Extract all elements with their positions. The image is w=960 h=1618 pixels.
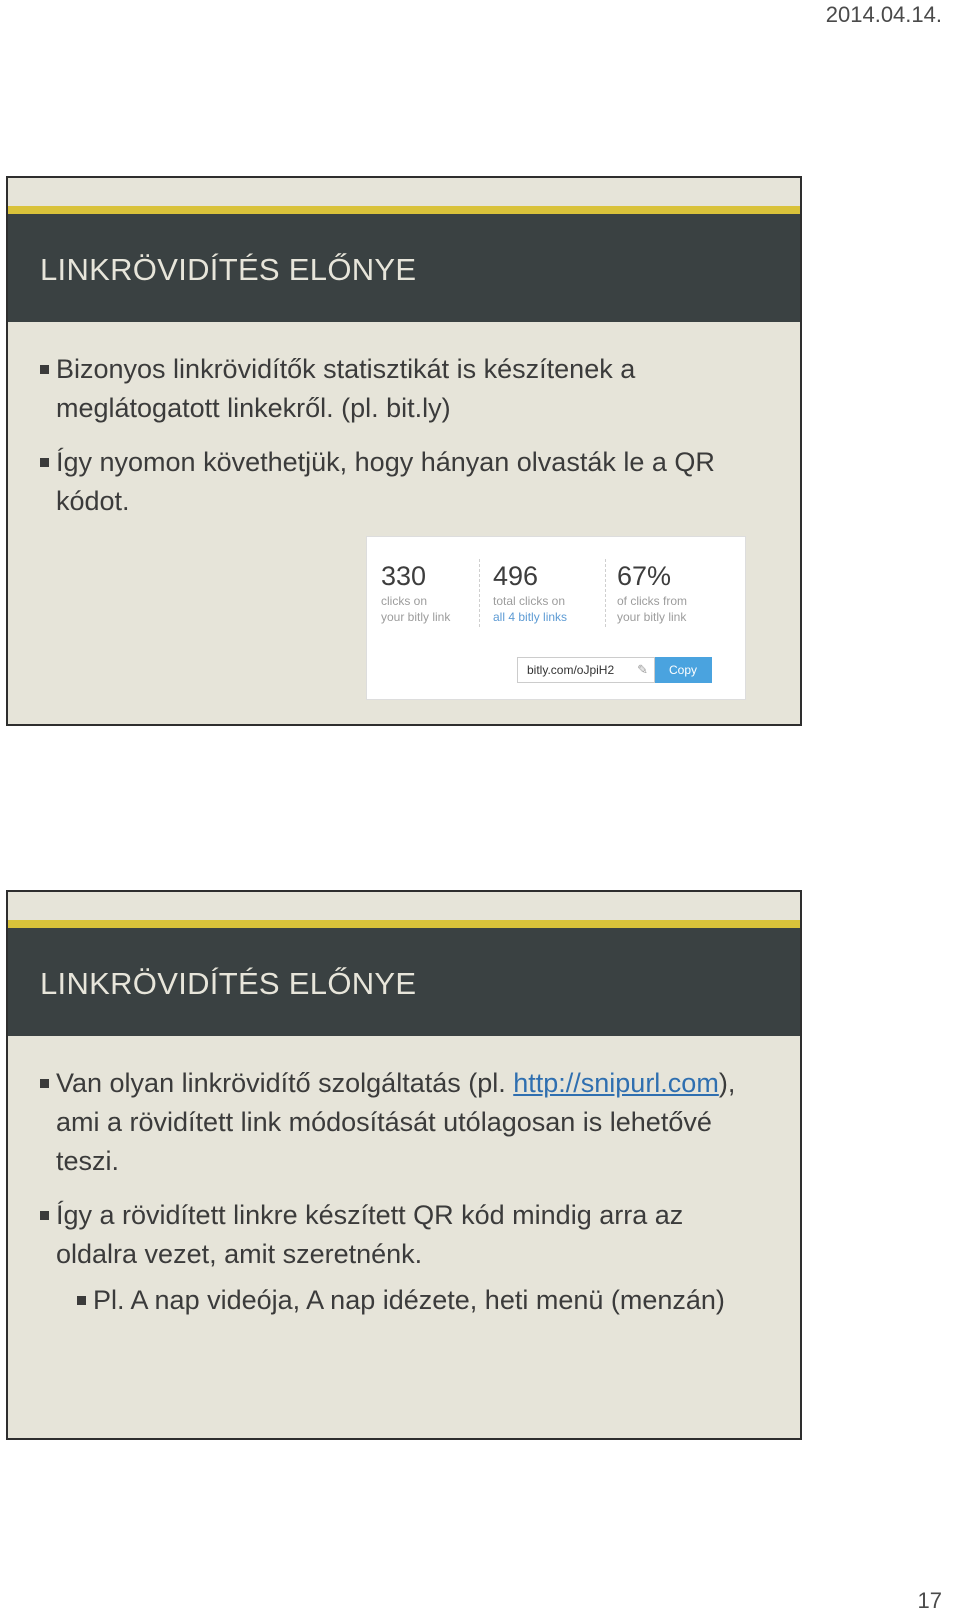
stat-percentage [617,559,727,625]
page-number: 17 [917,1588,942,1613]
stat-value: 330 [381,561,427,591]
stat-caption: your bitly link [617,610,687,624]
bullet-text: Van olyan linkrövidítő szolgáltatás (pl. [56,1068,514,1098]
stat-value: 67% [617,561,672,591]
slide-1 [6,176,802,726]
slide-content [40,350,770,536]
title-band [8,920,800,1036]
stat-caption: total clicks on [493,594,566,608]
stat-total-clicks [493,559,603,625]
stat-divider [479,559,480,627]
copy-button[interactable]: Copy [655,657,712,683]
short-url-text: bitly.com/oJpiH2 [527,663,615,677]
pencil-icon[interactable]: ✎ [637,662,648,677]
date-header: 2014.04.14. [825,2,942,27]
bullet-item [40,1064,770,1181]
slide-content [40,1064,770,1335]
sub-bullet-item: Pl. A nap videója, A nap idézete, heti menü (menzán) [77,1281,770,1320]
snipurl-link[interactable]: http://snipurl.com [513,1068,719,1098]
bullet-item: Így nyomon követhetjük, hogy hányan olvasták le a QR kódot. [40,443,770,521]
bullet-item: Bizonyos linkrövidítők statisztikát is készítenek a meglátogatott linkekről. (pl. bit.ly) [40,350,770,428]
short-url-field[interactable] [517,657,655,683]
stat-caption: clicks on [381,594,428,608]
slide-title: LINKRÖVIDÍTÉS ELŐNYE [40,966,417,1001]
bullet-text: ), ami a rövidített link módosítását utólagosan is lehetővé teszi. [56,1068,736,1176]
stat-clicks [381,559,491,625]
stat-caption: of clicks from [617,594,688,608]
stat-link-all-bitly-links[interactable]: all 4 bitly links [493,610,568,624]
bitly-stats-widget [366,536,746,700]
stat-caption: your bitly link [381,610,451,624]
stat-divider [605,559,606,627]
bullet-item: Így a rövidített linkre készített QR kód mindig arra az oldalra vezet, amit szeretnénk. [40,1196,770,1274]
stat-value: 496 [493,561,539,591]
slide-title: LINKRÖVIDÍTÉS ELŐNYE [40,252,417,287]
slide-2 [6,890,802,1440]
title-band [8,206,800,322]
